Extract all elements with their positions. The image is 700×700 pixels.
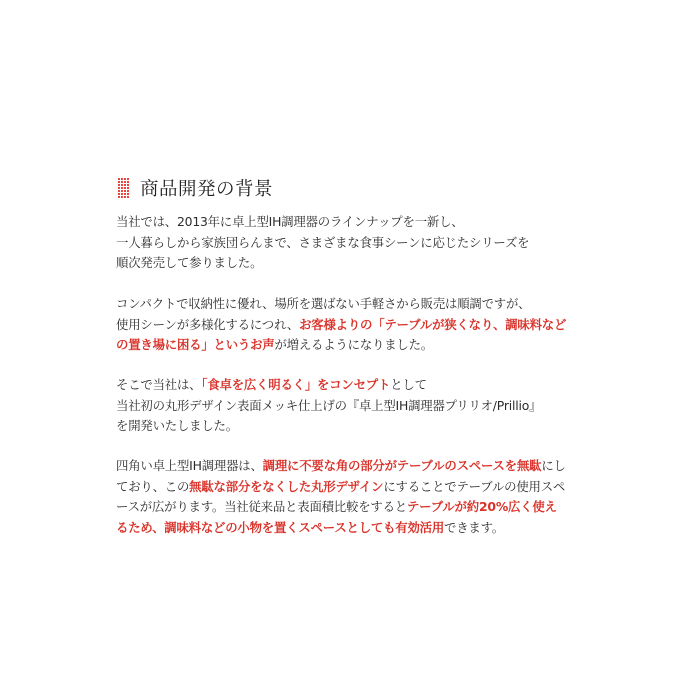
text-line	[116, 233, 588, 254]
body-text: できます。	[444, 519, 504, 535]
body-text: ており、この	[116, 478, 190, 494]
text-line	[116, 497, 588, 518]
text-line	[116, 477, 588, 498]
body-text: そこで当社は、	[116, 377, 202, 392]
text-line	[116, 335, 588, 356]
highlight-text: 無駄な部分をなくした丸形デザイン	[189, 478, 384, 494]
body-text: にし	[541, 458, 566, 473]
text-line	[116, 315, 588, 336]
highlight-text: 「食卓を広く明るく」をコンセプト	[201, 377, 391, 392]
body-text: ースが広がります。当社従来品と表面積比較をすると	[116, 499, 407, 514]
heading-dot-pattern-icon	[118, 178, 130, 198]
highlight-text: お客様よりの「テーブルが狭くなり、調味料など	[299, 316, 567, 332]
body-text: 順次発売して参りました。	[116, 255, 263, 270]
body-text: にすることでテーブルの使用スペ	[383, 478, 566, 494]
text-line	[116, 456, 588, 477]
section-heading	[118, 176, 273, 200]
text-line	[116, 294, 588, 315]
body-text: 一人暮らしから家族団らんまで、さまざまな食事シーンに応じたシリーズを	[116, 234, 530, 250]
highlight-text: 調理に不要な角の部分がテーブルのスペースを無駄	[262, 458, 542, 473]
paragraph-product-development	[116, 375, 588, 437]
text-line	[116, 212, 588, 233]
body-text: を開発いたしました。	[116, 418, 238, 433]
body-text: として	[390, 377, 427, 392]
text-line	[116, 396, 588, 417]
text-line	[116, 518, 588, 539]
text-line	[116, 416, 588, 437]
text-line	[116, 375, 588, 396]
highlight-text: の置き場に困る」というお声	[116, 337, 275, 352]
highlight-text: テーブルが約20%広く使え	[406, 499, 557, 514]
paragraph-round-design-benefit	[116, 456, 588, 538]
body-text: 使用シーンが多様化するにつれ、	[116, 316, 300, 332]
highlight-text: るため、調味料などの小物を置くスペースとしても有効活用	[116, 519, 445, 535]
body-text: 当社初の丸形デザイン表面メッキ仕上げの『卓上型IH調理器プリリオ/Prillio』	[116, 397, 542, 413]
paragraph-customer-feedback	[116, 294, 588, 356]
body-text: 当社では、2013年に卓上型IH調理器のラインナップを一新し、	[116, 214, 464, 229]
heading-title: 商品開発の背景	[140, 179, 274, 200]
text-line	[116, 253, 588, 274]
body-text: 四角い卓上型IH調理器は、	[116, 458, 263, 473]
body-text: コンパクトで収納性に優れ、場所を選ばない手軽さから販売は順調ですが、	[116, 296, 531, 311]
body-text: が増えるようになりました。	[274, 337, 433, 352]
paragraph-background-intro	[116, 212, 588, 274]
